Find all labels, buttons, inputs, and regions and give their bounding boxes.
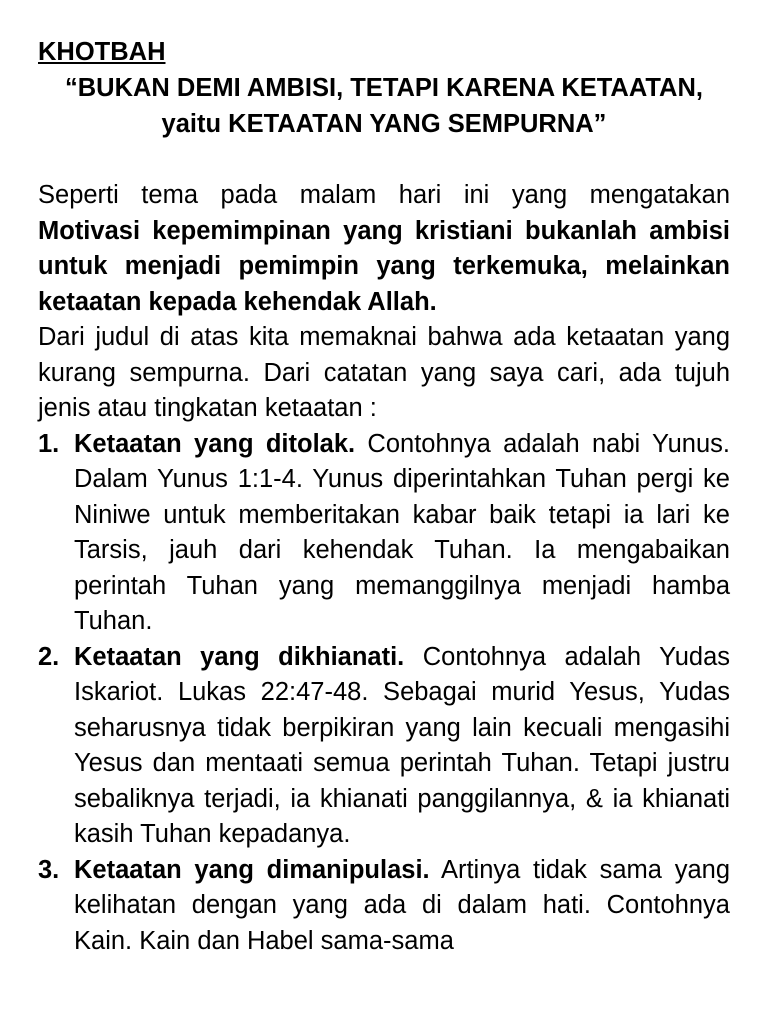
list-item xyxy=(38,853,730,960)
obedience-list xyxy=(38,427,730,960)
list-item xyxy=(38,427,730,640)
intro-plain-text: Seperti tema pada malam hari ini yang mengatakan xyxy=(38,181,730,209)
spacer xyxy=(38,142,730,178)
document-heading: KHOTBAH xyxy=(38,38,166,66)
list-item-text: Artinya tidak sama yang kelihatan dengan yang ada di dalam hati. Contohnya Kain. Kain dan Habel sama-sama xyxy=(74,855,730,955)
list-item-number: 3. xyxy=(38,855,60,884)
list-item-text: Contohnya adalah nabi Yunus. Dalam Yunus 1:1-4. Yunus diperintahkan Tuhan pergi ke Niniwe untuk memberitakan kabar baik tetapi ia lari ke Tarsis, jauh dari kehendak Tuhan. Ia mengabaikan perintah Tuhan yang memanggilnya menjadi hamba Tuhan. xyxy=(74,429,730,635)
intro-bold-text: Motivasi kepemimpinan yang kristiani bukanlah ambisi untuk menjadi pemimpin yang terkemuka, melainkan ketaatan kepada kehendak Allah. xyxy=(38,216,730,316)
list-item-lead: Ketaatan yang ditolak. xyxy=(74,429,356,458)
sermon-title-line-2: yaitu KETAATAN YANG SEMPURNA” xyxy=(161,110,607,138)
list-item xyxy=(38,640,730,853)
list-item-number: 1. xyxy=(38,429,60,458)
intro-paragraph xyxy=(38,178,730,320)
list-item-lead: Ketaatan yang dimanipulasi. xyxy=(74,855,430,884)
list-item-number: 2. xyxy=(38,642,60,671)
list-item-text: Contohnya adalah Yudas Iskariot. Lukas 22:47-48. Sebagai murid Yesus, Yudas seharusnya tidak berpikiran yang lain kecuali mengasihi Yesus dan mentaati semua perintah Tuhan. Tetapi justru sebaliknya terjadi, ia khianati panggilannya, & ia khianati kasih Tuhan kepadanya. xyxy=(74,642,731,848)
paragraph-2: Dari judul di atas kita memaknai bahwa ada ketaatan yang kurang sempurna. Dari catatan yang saya cari, ada tujuh jenis atau tingkatan ketaatan : xyxy=(38,323,730,422)
sermon-title-line-1: “BUKAN DEMI AMBISI, TETAPI KARENA KETAATAN, xyxy=(65,74,703,102)
list-item-lead: Ketaatan yang dikhianati. xyxy=(74,642,405,671)
